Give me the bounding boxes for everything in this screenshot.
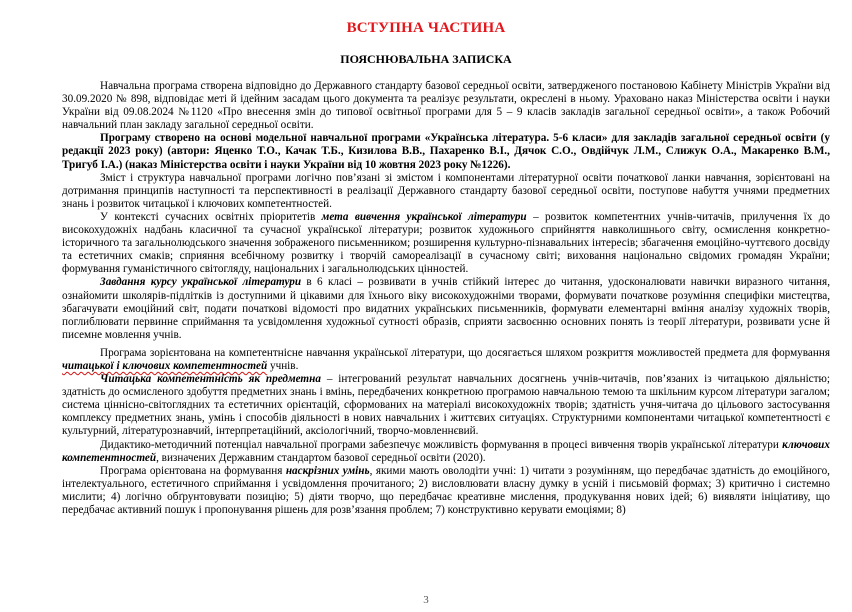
didactic-lead: Дидактико-методичний потенціал навчальної програми забезпечує можливість формування в процесі вивчення творів української літератури bbox=[100, 438, 783, 451]
skills-lead: Програма орієнтована на формування bbox=[100, 464, 286, 477]
tasks-text: в 6 класі – розвивати в учнів стійкий інтерес до читання, удосконалювати навички виразного читання, ознайомити школярів-підлітків із доступними й цікавими для їхнього віку високохудожніми творами, формувати початкове розуміння специфіки мистецтва, збагачувати емоційний світ, подати початкові відомості про видатних українських письменників, формувати елементарні вміння аналізу художніх творів, поглиблювати первинне сприймання та усвідомлення художньої сутності образів, сприяти засвоєнню основних понять із теорії літератури, розвивати усне й писемне мовлення учнів. bbox=[62, 276, 830, 341]
goal-term: мета вивчення української літератури bbox=[321, 210, 527, 223]
competence-term: читацької і ключових компетентностей bbox=[62, 359, 268, 372]
reading-competence-term: Читацька компетентність як предметна bbox=[100, 373, 321, 386]
section-subtitle: ПОЯСНЮВАЛЬНА ЗАПИСКА bbox=[340, 52, 512, 66]
paragraph-reading-competence bbox=[62, 373, 830, 438]
key-competences-term: ключових компетентностей bbox=[62, 438, 830, 464]
competence-lead: Програма зорієнтована на компетентнісне навчання української літератури, що досягається шляхом розкриття можливостей предмета для формування bbox=[100, 346, 830, 359]
page-number: 3 bbox=[423, 594, 429, 606]
paragraph-competence-approach bbox=[62, 347, 830, 373]
paragraph-program-basis: Програму створено на основі модельної навчальної програми «Українська література. 5-6 класи» для закладів загальної середньої освіти (у редакції 2023 року) (автори: Яценко Т.О., Качак Т.Б., Кизилова В.В., Пахаренко В.І., Дячок С.О., Овдійчук Л.М., Слижук О.А., Макаренко В.М., Тригуб І.А.) (наказ Міністерства освіти і науки України від 10 жовтня 2023 року №1226). bbox=[62, 132, 830, 171]
goal-text: – розвиток компетентних учнів-читачів, прилучення їх до високохудожніх надбань класичної та сучасної української літератури; розвиток художнього сприйняття навколишнього світу, осмислення конкретно-історичного та загальнолюдського значення зображеного письменником; розширення культурно-пізнавальних інтересів; збагачення емоційно-чуттєвого досвіду та естетичних смаків; сприяння всебічному розвитку і творчій самореалізації в сучасному світі; виховання національно свідомих громадян України; формування гуманістичного світогляду, національних і загальнолюдських цінностей. bbox=[62, 210, 830, 276]
skills-text: , якими мають оволодіти учні: 1) читати з розумінням, що передбачає здатність до емоційного, інтелектуального, естетичного сприймання і усвідомлення прочитаного; 2) висловлювати власну думку в усній і письмовій формах; 3) критично і системно мислити; 4) логічно обґрунтовувати позицію; 5) діяти творчо, що передбачає креативне мислення, продукування нових ідей; 6) виявляти ініціативу, що передбачає активний пошук і пропонування рішень для розв’язання проблем; 7) конструктивно керувати емоціями; 8) bbox=[62, 464, 830, 516]
reading-competence-text: – інтегрований результат навчальних досягнень учнів-читачів, пов’язаних із читацькою діяльністю; здатність до осмисленого здобуття предметних знань і вмінь, передбачених конкретною програмою навчальною темою та шкільним курсом літератури загалом; система ціннісно-світоглядних та естетичних орієнтацій, сформованих на матеріалі високохудожніх творів; здатність учня-читача до цільового застосування комплексу предметних знань, умінь і способів діяльності в нових навчальних і життєвих ситуаціях. Структурними компонентами читацької компетентності є культурний, літературознавчий, інтерпретаційний, аксіологічний, творчо-мовленнєвий. bbox=[62, 373, 830, 438]
page-title: ВСТУПНА ЧАСТИНА bbox=[346, 20, 506, 36]
paragraph-cross-cutting-skills bbox=[62, 465, 830, 517]
goal-lead: У контексті сучасних освітніх пріоритетів bbox=[100, 210, 322, 223]
skills-term: наскрізних умінь bbox=[285, 464, 370, 477]
paragraph-didactic-potential bbox=[62, 439, 830, 465]
competence-tail: учнів. bbox=[267, 359, 299, 372]
tasks-term: Завдання курсу української літератури bbox=[100, 276, 302, 289]
paragraph-tasks bbox=[62, 276, 830, 341]
paragraph-intro: Навчальна програма створена відповідно до Державного стандарту базової середньої освіти, затвердженого постановою Кабінету Міністрів України від 30.09.2020 № 898, відповідає меті й ідейним засадам цього документа та реалізує результати, окреслені в ньому. Ураховано наказ Міністерства освіти і науки України від 09.08.2024 №1120 «Про внесення змін до типової освітньої програми для 5 – 9 класів закладів загальної середньої освіти», а також Робочий навчальний план закладу загальної середньої освіти. bbox=[62, 80, 830, 132]
document-body bbox=[62, 80, 830, 517]
paragraph-goal bbox=[62, 211, 830, 276]
paragraph-content-structure: Зміст і структура навчальної програми логічно пов’язані зі змістом і компонентами літературної освіти початкової ланки навчання, зорієнтовані на дотримання принципів наступності та перспективності в реалізації Державного стандарту базової середньої освіти, поступове набуття учнями предметних знань і розвиток читацької і ключових компетентностей. bbox=[62, 171, 830, 210]
didactic-tail: , визначених Державним стандартом базової середньої освіти (2020). bbox=[156, 451, 486, 464]
